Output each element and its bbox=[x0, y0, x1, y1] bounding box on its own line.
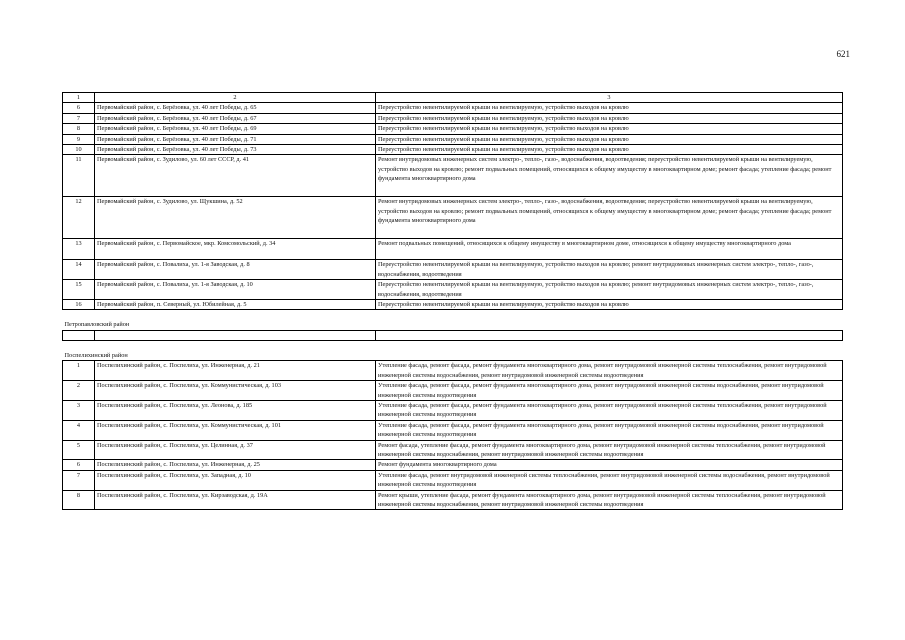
table-row bbox=[63, 103, 843, 113]
row-works: Переустройство невентилируемой крыши на вентилируемую, устройство выходов на кровлю bbox=[376, 134, 843, 144]
row-works: Ремонт фундамента многоквартирного дома bbox=[376, 460, 843, 470]
table-row bbox=[63, 239, 843, 260]
row-number: 13 bbox=[63, 239, 95, 260]
table-row bbox=[63, 490, 843, 510]
row-number: 6 bbox=[63, 103, 95, 113]
empty-cell bbox=[63, 330, 95, 340]
empty-row bbox=[63, 330, 843, 340]
table-row bbox=[63, 145, 843, 155]
table-row bbox=[63, 400, 843, 420]
row-works: Переустройство невентилируемой крыши на вентилируемую, устройство выходов на кровлю bbox=[376, 113, 843, 123]
table-row bbox=[63, 420, 843, 440]
row-address: Первомайский район, с. Первомайское, мкр. Комсомольский, д. 34 bbox=[95, 239, 376, 260]
row-address: Первомайский район, с. Зудилово, ул. 60 лет СССР, д. 41 bbox=[95, 155, 376, 197]
table-row bbox=[63, 124, 843, 134]
empty-cell bbox=[95, 330, 376, 340]
row-works: Утепление фасада, ремонт фасада, ремонт фундамента многоквартирного дома, ремонт внутридомовой инженерной системы водоснабжения, ремонт внутридомовой инженерной системы водоотведения bbox=[376, 420, 843, 440]
header-col-1: 1 bbox=[63, 93, 95, 103]
table-row bbox=[63, 155, 843, 197]
row-address: Поспелихинский район, с. Поспелиха, ул. Целинная, д. 37 bbox=[95, 440, 376, 460]
row-address: Первомайский район, с. Повалиха, ул. 1-я Заводская, д. 10 bbox=[95, 280, 376, 300]
row-address: Первомайский район, п. Северный, ул. Юбилейная, д. 5 bbox=[95, 300, 376, 310]
row-number: 1 bbox=[63, 361, 95, 381]
table-row bbox=[63, 361, 843, 381]
table-row bbox=[63, 440, 843, 460]
row-address: Первомайский район, с. Повалиха, ул. 1-я Заводская, д. 8 bbox=[95, 260, 376, 280]
row-number: 2 bbox=[63, 381, 95, 401]
row-address: Первомайский район, с. Зудилово, ул. Щукшина, д. 52 bbox=[95, 197, 376, 239]
housing-repair-table bbox=[62, 92, 843, 510]
table-row bbox=[63, 260, 843, 280]
region-heading: Петропавловский район bbox=[63, 310, 843, 330]
row-address: Поспелихинский район, с. Поспелиха, ул. Инженерная, д. 25 bbox=[95, 460, 376, 470]
empty-cell bbox=[376, 330, 843, 340]
row-address: Поспелихинский район, с. Поспелиха, ул. Коммунистическая, д. 101 bbox=[95, 420, 376, 440]
row-number: 3 bbox=[63, 400, 95, 420]
table-row bbox=[63, 134, 843, 144]
row-address: Первомайский район, с. Берёзовка, ул. 40 лет Победы, д. 69 bbox=[95, 124, 376, 134]
row-number: 4 bbox=[63, 420, 95, 440]
table-row bbox=[63, 300, 843, 310]
region-heading: Поспелихинский район bbox=[63, 340, 843, 360]
row-address: Первомайский район, с. Берёзовка, ул. 40 лет Победы, д. 71 bbox=[95, 134, 376, 144]
header-col-2: 2 bbox=[95, 93, 376, 103]
row-works: Утепление фасада, ремонт внутридомовой инженерной системы теплоснабжения, ремонт внутридомовой инженерной системы водоснабжения, ремонт внутридомовой инженерной системы водоотведения bbox=[376, 470, 843, 490]
row-works: Переустройство невентилируемой крыши на вентилируемую, устройство выходов на кровлю bbox=[376, 300, 843, 310]
row-works: Утепление фасада, ремонт фасада, ремонт фундамента многоквартирного дома, ремонт внутридомовой инженерной системы теплоснабжения, ремонт внутридомовой инженерной системы водоснабжения, ремонт внутридомовой инженерной системы водоотведения bbox=[376, 361, 843, 381]
row-number: 10 bbox=[63, 145, 95, 155]
row-number: 15 bbox=[63, 280, 95, 300]
row-number: 8 bbox=[63, 490, 95, 510]
table-row bbox=[63, 113, 843, 123]
row-works: Ремонт крыши, утепление фасада, ремонт фундамента многоквартирного дома, ремонт внутридомовой инженерной системы теплоснабжения, ремонт внутридомовой инженерной системы водоснабжения, ремонт внутридомовой инженерной системы водоотведения bbox=[376, 490, 843, 510]
row-works: Переустройство невентилируемой крыши на вентилируемую, устройство выходов на кровлю; ремонт внутридомовых инженерных систем электро-, тепло-, газо-, водоснабжения, водоотведения bbox=[376, 260, 843, 280]
header-col-3: 3 bbox=[376, 93, 843, 103]
table-row bbox=[63, 470, 843, 490]
table-row bbox=[63, 280, 843, 300]
row-works: Переустройство невентилируемой крыши на вентилируемую, устройство выходов на кровлю; ремонт внутридомовых инженерных систем электро-, тепло-, газо-, водоснабжения, водоотведения bbox=[376, 280, 843, 300]
row-works: Переустройство невентилируемой крыши на вентилируемую, устройство выходов на кровлю bbox=[376, 124, 843, 134]
row-number: 11 bbox=[63, 155, 95, 197]
row-works: Ремонт внутридомовых инженерных систем электро-, тепло-, газо-, водоснабжения, водоотведения; переустройство невентилируемой крыши на вентилируемую, устройство выходов на кровлю; ремонт подвальных помещений, относящихся к общему имуществу в многоквартирном доме; ремонт фасада; утепление фасада; ремонт фундамента многоквартирного дома bbox=[376, 155, 843, 197]
page-number: 621 bbox=[836, 49, 850, 59]
row-number: 8 bbox=[63, 124, 95, 134]
row-works: Ремонт внутридомовых инженерных систем электро-, тепло-, газо-, водоснабжения, водоотведения; переустройство невентилируемой крыши на вентилируемую, устройство выходов на кровлю; ремонт подвальных помещений, относящихся к общему имуществу в многоквартирном доме; ремонт фасада; утепление фасада; ремонт фундамента многоквартирного дома bbox=[376, 197, 843, 239]
row-works: Ремонт подвальных помещений, относящихся к общему имуществу в многоквартирном доме, относящихся к общему имуществу многоквартирного дома bbox=[376, 239, 843, 260]
row-address: Первомайский район, с. Берёзовка, ул. 40 лет Победы, д. 67 bbox=[95, 113, 376, 123]
table-header-row bbox=[63, 93, 843, 103]
row-address: Поспелихинский район, с. Поспелиха, ул. Западная, д. 10 bbox=[95, 470, 376, 490]
row-address: Поспелихинский район, с. Поспелиха, ул. Инженерная, д. 21 bbox=[95, 361, 376, 381]
row-works: Ремонт фасада, утепление фасада, ремонт фундамента многоквартирного дома, ремонт внутридомовой инженерной системы теплоснабжения, ремонт внутридомовой инженерной системы водоснабжения, ремонт внутридомовой инженерной системы водоотведения bbox=[376, 440, 843, 460]
row-works: Переустройство невентилируемой крыши на вентилируемую, устройство выходов на кровлю bbox=[376, 103, 843, 113]
row-works: Утепление фасада, ремонт фасада, ремонт фундамента многоквартирного дома, ремонт внутридомовой инженерной системы водоснабжения, ремонт внутридомовой инженерной системы водоотведения bbox=[376, 381, 843, 401]
row-number: 5 bbox=[63, 440, 95, 460]
row-address: Поспелихинский район, с. Поспелиха, ул. Кирзаводская, д. 19А bbox=[95, 490, 376, 510]
row-address: Первомайский район, с. Берёзовка, ул. 40 лет Победы, д. 65 bbox=[95, 103, 376, 113]
row-number: 16 bbox=[63, 300, 95, 310]
table-row bbox=[63, 197, 843, 239]
row-number: 14 bbox=[63, 260, 95, 280]
region-row-petropavlovsky bbox=[63, 310, 843, 330]
row-number: 7 bbox=[63, 470, 95, 490]
region-row-pospelikhinsky bbox=[63, 340, 843, 360]
row-number: 6 bbox=[63, 460, 95, 470]
table-row bbox=[63, 381, 843, 401]
row-works: Переустройство невентилируемой крыши на вентилируемую, устройство выходов на кровлю bbox=[376, 145, 843, 155]
row-works: Утепление фасада, ремонт фасада, ремонт фундамента многоквартирного дома, ремонт внутридомовой инженерной системы теплоснабжения, ремонт внутридомовой инженерной системы водоотведения bbox=[376, 400, 843, 420]
row-address: Поспелихинский район, с. Поспелиха, ул. Коммунистическая, д. 103 bbox=[95, 381, 376, 401]
row-address: Первомайский район, с. Берёзовка, ул. 40 лет Победы, д. 73 bbox=[95, 145, 376, 155]
row-address: Поспелихинский район, с. Поспелиха, ул. Леонова, д. 185 bbox=[95, 400, 376, 420]
table-row bbox=[63, 460, 843, 470]
row-number: 12 bbox=[63, 197, 95, 239]
row-number: 9 bbox=[63, 134, 95, 144]
row-number: 7 bbox=[63, 113, 95, 123]
